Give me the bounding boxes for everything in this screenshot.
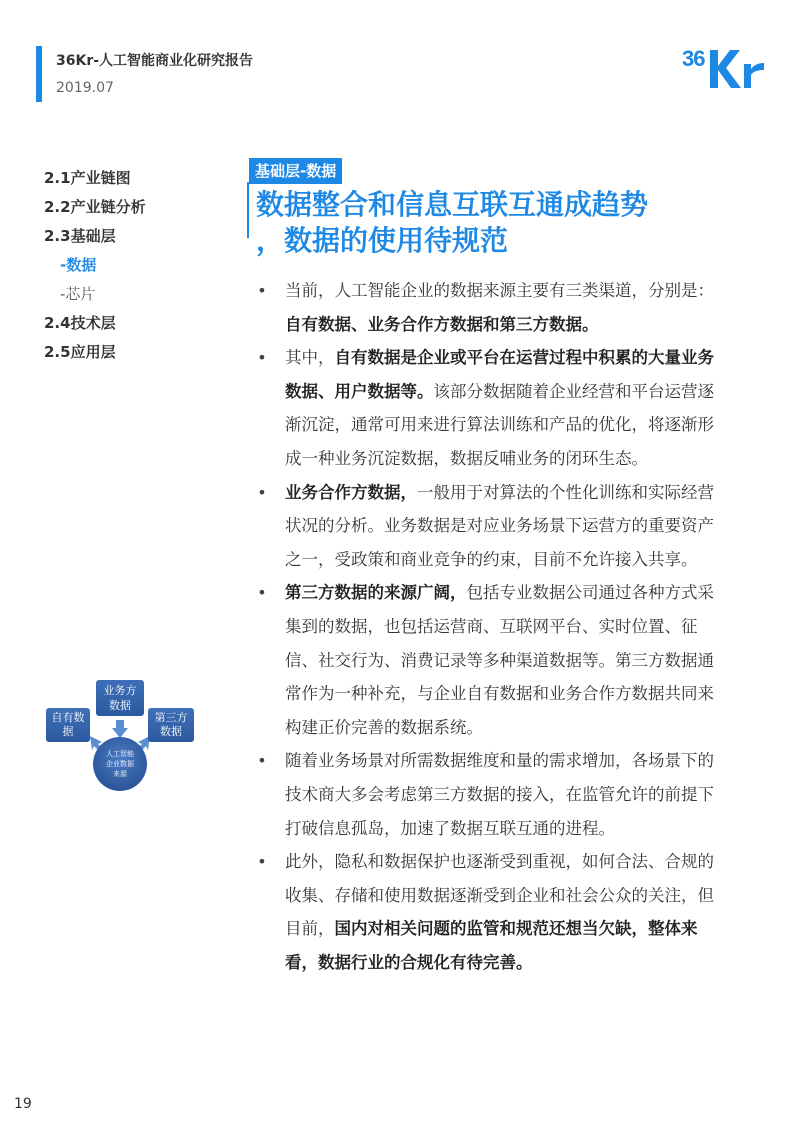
report-title: 36Kr-人工智能商业化研究报告 bbox=[56, 53, 254, 69]
toc-item-chips[interactable]: -芯片 bbox=[60, 285, 96, 303]
bullet-dot-icon: • bbox=[257, 348, 267, 368]
svg-text:数据: 数据 bbox=[160, 726, 182, 738]
bullet-item bbox=[254, 476, 724, 577]
toc-item-application-layer[interactable]: 2.5应用层 bbox=[44, 343, 116, 361]
bullet-text: 随着业务场景对所需数据维度和量的需求增加，各场景下的技术商大多会考虑第三方数据的接入，在监管允许的前提下打破信息孤岛，加速了数据互联互通的进程。 bbox=[285, 751, 714, 838]
bullet-text: 包括专业数据公司通过各种方式采集到的数据，也包括运营商、互联网平台、实时位置、征信、社交行为、消费记录等多种渠道数据等。第三方数据通常作为一种补充，与企业自有数据和业务合作方数据共同来构建正价完善的数据系统。 bbox=[285, 583, 714, 737]
bullet-text: 一般用于对算法的个性化训练和实际经营状况的分析。业务数据是对应业务场景下运营方的重要资产之一，受政策和商业竞争的约束，目前不允许接入共享。 bbox=[285, 482, 714, 569]
title-accent-line bbox=[247, 182, 249, 238]
arrow-top bbox=[112, 720, 128, 738]
page-title bbox=[256, 187, 726, 259]
toc-item-technology-layer[interactable]: 2.4技术层 bbox=[44, 314, 116, 332]
svg-text:人工智能: 人工智能 bbox=[106, 751, 134, 758]
title-line-1: 数据整合和信息互联互通成趋势 bbox=[256, 188, 649, 221]
center-circle bbox=[93, 737, 147, 791]
svg-text:第三方: 第三方 bbox=[154, 712, 188, 724]
svg-text:企业数据: 企业数据 bbox=[106, 761, 134, 768]
bullet-text: 当前，人工智能企业的数据来源主要有三类渠道，分别是： bbox=[285, 281, 714, 300]
bullet-item bbox=[254, 576, 724, 744]
node-own-data bbox=[46, 708, 90, 742]
header-accent-bar bbox=[36, 46, 42, 102]
bullet-item bbox=[254, 845, 724, 979]
svg-text:来源: 来源 bbox=[113, 771, 127, 778]
bullet-dot-icon: • bbox=[257, 852, 267, 872]
bullet-item bbox=[254, 744, 724, 845]
node-third-party-data bbox=[148, 708, 194, 742]
page-number: 19 bbox=[14, 1096, 32, 1112]
node-business-partner-data bbox=[96, 680, 144, 716]
bullet-text-bold: 第三方数据的来源广阔， bbox=[285, 583, 467, 603]
bullet-text: 该部分数据随着企业经营和平台运营逐渐沉淀，通常可用来进行算法训练和产品的优化，将逐渐形成一种业务沉淀数据，数据反哺业务的闭环生态。 bbox=[285, 381, 714, 468]
toc-item-industry-chain-map[interactable]: 2.1产业链图 bbox=[44, 169, 131, 187]
bullet-text-bold: 国内对相关问题的监管和规范还想当欠缺，整体来看，数据行业的合规化有待完善。 bbox=[285, 919, 698, 972]
report-date: 2019.07 bbox=[56, 80, 114, 96]
svg-text:业务方: 业务方 bbox=[103, 685, 137, 697]
bullet-text: 此外，隐私和数据保护也逐渐受到重视，如何合法、合规的收集、存储和使用数据逐渐受到企业和社会公众的关注，但目前， bbox=[285, 852, 714, 939]
table-of-contents bbox=[44, 164, 146, 367]
svg-text:36: 36 bbox=[682, 46, 705, 71]
toc-item-data[interactable]: -数据 bbox=[60, 256, 97, 274]
bullet-text: 其中， bbox=[285, 348, 335, 368]
title-line-2: ，数据的使用待规范 bbox=[256, 224, 509, 257]
data-source-diagram bbox=[40, 676, 200, 802]
bullet-dot-icon: • bbox=[257, 583, 267, 603]
svg-text:数据: 数据 bbox=[109, 700, 131, 712]
bullet-dot-icon: • bbox=[257, 281, 267, 300]
section-tag: 基础层-数据 bbox=[249, 158, 342, 184]
bullet-dot-icon: • bbox=[257, 482, 267, 502]
svg-text:据: 据 bbox=[62, 726, 74, 738]
toc-item-infrastructure-layer[interactable]: 2.3基础层 bbox=[44, 227, 116, 245]
brand-logo bbox=[680, 42, 766, 92]
bullet-item bbox=[254, 341, 724, 475]
toc-item-industry-chain-analysis[interactable]: 2.2产业链分析 bbox=[44, 198, 146, 216]
bullet-text-bold: 业务合作方数据， bbox=[285, 482, 417, 502]
bullet-item bbox=[254, 274, 724, 341]
svg-text:自有数: 自有数 bbox=[51, 712, 85, 724]
bullet-dot-icon: • bbox=[257, 751, 267, 771]
bullet-text-bold: 自有数据、业务合作方数据和第三方数据。 bbox=[285, 314, 599, 334]
bullet-text-bold: 自有数据是企业或平台在运营过程中积累的大量业务数据、用户数据等。 bbox=[285, 348, 714, 401]
bullet-list bbox=[254, 274, 724, 979]
